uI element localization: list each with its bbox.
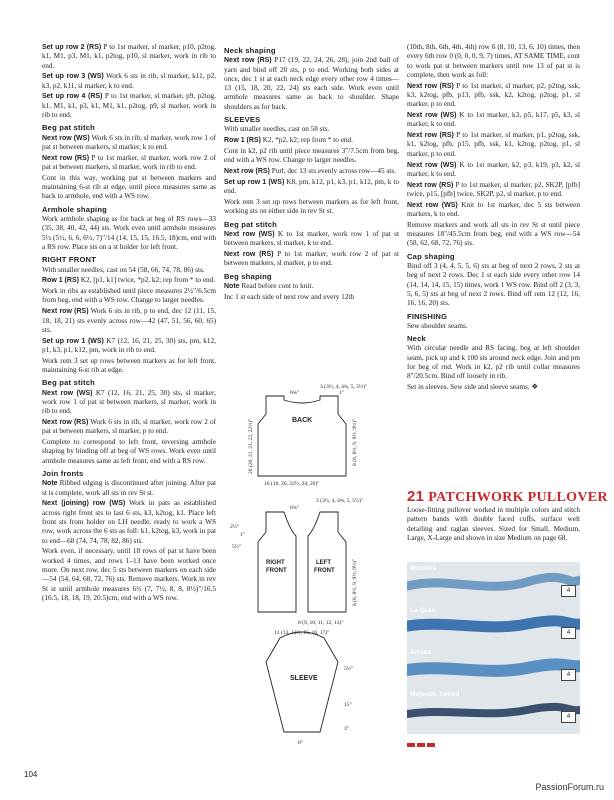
paragraph-text: Work rem 3 set up rows between markers as for left front, maintaining 6-st rib at edge.	[42, 356, 216, 374]
page-number: 104	[24, 770, 38, 779]
fronts-neck-side: 1"	[240, 532, 245, 538]
yarn-swatch-ariosa	[407, 648, 580, 686]
paragraph	[42, 438, 216, 466]
row-label: Next row (WS)	[42, 134, 90, 142]
paragraph	[407, 131, 580, 159]
row-label: Next row (RS)	[42, 308, 89, 316]
row-label: Next row (RS)	[407, 181, 454, 189]
paragraph-text: Bind off 3 (4, 4, 5, 5, 6) sts at beg of next 2 rows, 2 sts at beg of next 2 rows. Dec 1 st each side every other row 14 (14, 14, 14, 15, 15) times, work 1 WS row. Bind off 2 (3, 3, 5, 6, 5) sts at beg of next 2 rows. Bind off rem 12 (12, 16, 16, 16, 20) sts.	[407, 262, 580, 308]
yarn-swatch-montera	[407, 564, 580, 602]
pattern-title	[407, 488, 608, 506]
back-label: BACK	[292, 417, 313, 424]
column-2	[224, 43, 399, 303]
paragraph-text: K to 1st marker, k2, p3, k19, p3, k2, sl marker, k to end.	[407, 160, 580, 178]
yarn-name: Majestic Tweed	[410, 691, 460, 698]
paragraph	[224, 250, 399, 269]
back-schematic	[258, 396, 346, 476]
paragraph	[224, 136, 399, 145]
schematic-diagrams	[220, 380, 400, 760]
row-label: Set up row 4 (RS)	[42, 93, 103, 101]
section-heading: Neck shaping	[224, 46, 276, 55]
yarn-swatch-majestic-tweed	[407, 690, 580, 728]
paragraph	[224, 178, 399, 197]
paragraph-text: K2, [p1, k1] twice, *p2, k2; rep from * to end.	[78, 276, 216, 285]
yarn-swatch-la-gran	[407, 606, 580, 644]
paragraph	[42, 276, 216, 285]
left-front-label-1: LEFT	[316, 560, 331, 566]
paragraph	[42, 174, 216, 202]
paragraph	[407, 43, 580, 80]
paragraph	[407, 82, 580, 110]
sleeve-label: SLEEVE	[290, 675, 318, 682]
paragraph-text: Remove markers and work all sts in rev St st until piece measures 18"/45.5cm from beg, end with a WS row—54 (58, 62, 68, 72, 76) sts.	[407, 220, 580, 248]
row-label: Next row (RS)	[407, 82, 454, 90]
row-label: Next row (RS)	[224, 250, 274, 258]
paragraph	[407, 221, 580, 249]
paragraph-text: Read before cont to knit.	[239, 281, 314, 290]
section-heading: Cap shaping	[407, 251, 455, 261]
paragraph-text: Work armhole shaping as for back at beg of RS rows—33 (35, 38, 40, 42, 44) sts. Work even until armhole measures 5½ (5½, 6, 6, 6½, 7)"/14 (14, 15, 15, 16.5, 18)cm, end with a RS row. Place sts on a st holder for left front.	[42, 215, 216, 251]
paragraph-text: P to 1st marker, sl marker, p2, p2tog, ssk, k3, k2tog, pfb, p13, pfb, ssk, k2, k2tog, p2tog, p1, sl marker, p to end.	[407, 81, 580, 109]
section-heading: RIGHT FRONT	[42, 255, 97, 265]
paragraph-text: K to 1st marker, k3, p5, k17, p5, k3, sl marker, k to end.	[407, 111, 580, 129]
paragraph	[42, 215, 216, 252]
back-neck-depth: 1"	[339, 390, 344, 396]
paragraph-text: Ribbed edging is discontinued after joining. After pat st is complete, work all sts in rev St st.	[42, 479, 216, 497]
paragraph-text: (10th, 8th, 6th, 4th, 4th) row 6 (8, 10, 13, 6, 10) times, then every 6th row 0 (0, 0, 0, 9, 7) times, AT SAME TIME, cont to work pat st between markers until row 13 of pat st is complete, then work as foll:	[407, 43, 580, 79]
column-3	[407, 43, 580, 394]
paragraph-text: Complete to correspond to left front, reversing armhole shaping by binding off at beg of WS rows. Work even until armhole measures same as left front, end with a RS row.	[42, 438, 216, 465]
paragraph	[42, 418, 216, 437]
section-heading: SLEEVES	[224, 115, 261, 125]
row-label: Next (joining) row (WS)	[42, 500, 126, 508]
paragraph-text: Work 6 sts in rib, sl marker, work row 1 of pat st between markers, sl marker, k to end.	[42, 133, 217, 151]
decorative-dashes	[407, 742, 443, 748]
paragraph-text: P to 1st marker, sl marker, p10, p2tog, k1, M1, p3, M1, k1, p2tog, p10, sl marker, work in rib to end.	[42, 43, 216, 70]
sleeve-length: 15"	[344, 702, 352, 708]
yarn-name: La Gran	[410, 607, 436, 614]
paragraph-text: Work rem 3 set up rows between markers as for left front, working sts on either side in rev St st.	[224, 197, 399, 216]
paragraph-text: K2, *p2, k2; rep from * to end.	[260, 136, 353, 145]
paragraph-text: Work in ribs as established until piece measures 2½"/6.5cm from beg, end with a WS row. Change to larger needles.	[42, 287, 216, 305]
paragraph-text: P to 1st marker, sl marker, p2, SK2P, [pfb] twice, p15, [pfb] twice, SK2P, p2, sl marker, p to end.	[407, 180, 580, 198]
row-label: Set up row 3 (WS)	[42, 73, 104, 81]
paragraph	[42, 479, 216, 498]
back-neck-width: 6¾"	[290, 390, 300, 396]
right-front-label-2: FRONT	[266, 568, 287, 574]
sleeve-schematic	[266, 632, 338, 732]
back-length: 20 (20, 21, 21, 22, 22½)"	[248, 418, 254, 474]
section-heading: Neck	[407, 334, 426, 344]
column-1	[42, 43, 216, 605]
paragraph	[42, 389, 216, 417]
paragraph	[224, 230, 399, 249]
paragraph	[407, 322, 580, 331]
section-heading: Beg pat stitch	[224, 219, 278, 229]
paragraph-text: P17 (19, 22, 24, 26, 28), join 2nd ball of yarn and bind off 20 sts, p to end. Working both sides at once, dec 1 st at each neck edge every other row 4 times—13 (15, 18, 20, 22, 24) sts each side. Work even until armhole measures same as back to shoulder. Shape shoulders as for back.	[224, 56, 399, 111]
row-label: Next row (RS)	[407, 132, 454, 140]
row-label: Next row (RS)	[42, 418, 89, 426]
row-label: Next row (RS)	[224, 57, 272, 65]
sleeve-cap-width: 12 (13, 13½, 15, 16, 17)"	[274, 630, 330, 636]
paragraph	[224, 198, 399, 217]
paragraph-text: Work 6 sts in rib, sl marker, work row 2 of pat st between markers, sl marker, p to end.	[42, 417, 216, 436]
paragraph	[407, 383, 580, 392]
yarn-strand-icon	[407, 648, 580, 686]
watermark: PassionForum.ru	[535, 782, 604, 792]
paragraph	[42, 287, 216, 306]
paragraph	[42, 266, 216, 275]
yarn-weight-badge: 4	[561, 627, 576, 639]
yarn-weight-badge: 4	[561, 711, 576, 723]
row-label: Row 1 (RS)	[224, 137, 261, 145]
paragraph	[407, 344, 580, 381]
paragraph	[42, 134, 216, 153]
paragraph-text: Cont in this way, working pat st between markers and maintaining 6-st rib at edge, until piece measures same as back to armhole, end with a WS row.	[42, 173, 216, 201]
paragraph-text: Purl, dec 13 sts evenly across row—45 sts.	[269, 167, 396, 176]
paragraph	[224, 147, 399, 166]
left-front-label-2: FRONT	[314, 568, 335, 574]
paragraph-text: Set in sleeves. Sew side and sleeve seams. ❖	[407, 383, 538, 392]
paragraph	[42, 547, 216, 603]
paragraph-text: P to 1st marker, work row 2 of pat st between markers, sl marker, p to end.	[224, 249, 399, 268]
paragraph	[42, 72, 216, 91]
yarn-weight-badge: 4	[561, 669, 576, 681]
row-label: Next row (WS)	[42, 389, 93, 397]
paragraph-text: Work even, if necessary, until 18 rows of pat st have been worked 4 times, and rows 1–13 have been worked once more. On next row, dec 5 sts between markers on each side—54 (54, 64, 68, 72, 76) sts. Remove markers. Work in rev St st until armhole measures 6½ (7, 7½, 8, 8, 8½)"/16.5 (16.5, 18, 18, 19, 20.5)cm, end with a WS row.	[42, 547, 216, 602]
section-heading: Beg pat stitch	[42, 123, 96, 133]
section-heading: Beg pat stitch	[42, 378, 96, 388]
paragraph-text: With circular needle and RS facing, beg at left shoulder seam, pick up and k 100 sts around neck edge. Join and pm for beg of rnd. Work in k2, p2 rib until collar measures 8"/20.5cm. Bind off loosely in rib.	[407, 344, 580, 381]
row-label: Row 1 (RS)	[42, 277, 79, 285]
section-heading: FINISHING	[407, 311, 448, 321]
paragraph	[407, 111, 580, 130]
paragraph-text: Work 6 sts in rib, p to end, dec 12 (11, 15, 18, 18, 21) sts evenly across row—42 (47, 51, 56, 60, 65) sts.	[42, 307, 216, 334]
paragraph	[42, 357, 216, 376]
paragraph	[224, 56, 399, 112]
row-label: Note	[42, 480, 58, 488]
back-armhole: 8 (8, 8½, 9, 9½, 9½)"	[352, 418, 358, 466]
paragraph	[407, 201, 580, 220]
paragraph-text: P to 1st marker, sl marker, p1, p2tog, ssk, k1, k2tog, pfb, p15, pfb, ssk, k1, k2tog, p2tog, p1, sl marker, p to end.	[407, 131, 580, 158]
row-label: Set up row 1 (WS)	[42, 337, 104, 345]
sleeve-cuff-width: 8"	[298, 740, 303, 746]
pattern-number: 21	[407, 488, 425, 505]
paragraph-text: K8, pm, k12, p1, k3, p1, k12, pm, k to end.	[224, 177, 400, 196]
fronts-mid: 5½"	[232, 544, 242, 550]
paragraph	[42, 154, 216, 173]
yarn-name: Montera	[410, 565, 437, 572]
paragraph-text: Sew shoulder seams.	[407, 321, 468, 330]
paragraph	[224, 293, 399, 302]
row-label: Next row (WS)	[407, 201, 458, 209]
fronts-top-width: 3 (3½, 4, 4¾, 5, 5½)"	[316, 498, 364, 504]
fronts-armhole: 8 (8, 8½, 9, 9½, 9½)"	[352, 558, 358, 606]
row-label: Next row (RS)	[42, 154, 90, 162]
row-label: Next row (WS)	[407, 112, 457, 120]
row-label: Next row (WS)	[224, 230, 275, 238]
paragraph-text: Knit to 1st marker, dec 5 sts between markers, k to end.	[407, 200, 580, 219]
row-label: Next row (WS)	[407, 161, 457, 169]
fronts-bottom-width: 8 (9, 10, 11, 12, 13)"	[298, 620, 344, 626]
paragraph-text: K7 (12, 16, 21, 25, 30) sts, sl marker, work row 1 of pat st between markers, sl marker, work in rib to end.	[42, 388, 216, 416]
paragraph-text: Inc 1 st each side of next row and every 12th	[224, 292, 355, 301]
pattern-name: PATCHWORK PULLOVER	[428, 490, 608, 505]
paragraph-text: Work 6 sts in rib, sl marker, k11, p2, k3, p2, k11, sl marker, k to end.	[42, 72, 217, 90]
fronts-neck-width: 6¾"	[290, 505, 300, 511]
section-heading: Join fronts	[42, 468, 84, 478]
row-label: Next row (RS)	[224, 168, 270, 176]
paragraph-text: P to 1st marker, sl marker, work row 2 of pat st between markers, sl marker, work in rib to end.	[42, 153, 216, 172]
sleeve-cuff: 3"	[344, 726, 349, 732]
paragraph	[42, 307, 216, 335]
yarn-weight-badge: 4	[561, 585, 576, 597]
paragraph	[407, 181, 580, 200]
paragraph-text: K7 (12, 16, 21, 25, 30) sts, pm, k12, p1, k3, p1, k12, pm, work in rib to end.	[42, 336, 216, 354]
row-label: Note	[224, 282, 240, 290]
sleeve-cap-depth: 5½"	[344, 666, 354, 672]
right-front-label-1: RIGHT	[266, 560, 285, 566]
paragraph	[407, 161, 580, 180]
paragraph-text: With smaller needles, cast on 58 sts.	[224, 125, 330, 134]
paragraph-text: K to 1st marker, work row 1 of pat st between markers, sl marker, k to end.	[224, 229, 399, 248]
row-label: Set up row 1 (WS)	[224, 178, 285, 186]
paragraph-text: Work in pats as established across right front sts to last 6 sts, k3, k2tog, k1. Place left front sts from holder on LH needle, ready to work a WS row, work across the 6 sts as foll: k1, k2tog, k3, work in pat to end—68 (74, 74, 78, 82, 86) sts.	[42, 499, 216, 545]
section-heading: Beg shaping	[224, 271, 272, 281]
yarn-name: Ariosa	[410, 649, 432, 656]
paragraph	[224, 167, 399, 176]
row-label: Set up row 2 (RS)	[42, 44, 102, 51]
paragraph	[407, 262, 580, 308]
paragraph-text: Cont in k2, p2 rib until piece measures 3"/7.5cm from beg, end with a WS row. Change to larger needles.	[224, 146, 399, 165]
section-heading: Armhole shaping	[42, 204, 108, 214]
paragraph	[224, 282, 399, 291]
paragraph	[42, 499, 216, 545]
pattern-description: Loose-fitting pullover worked in multiple colors and stitch pattern bands with double faced cuffs, surface welt detailing and raglan sleeves. Sized for Small, Medium, Large, X-Large and shown in size Medium on page 68.	[407, 506, 580, 542]
back-bottom-width: 16 (18, 20, 22½, 24, 26)"	[264, 481, 320, 487]
yarn-swatches	[407, 562, 580, 734]
paragraph	[42, 43, 216, 71]
paragraph	[42, 92, 216, 120]
back-top-width: 3 (3½, 4, 4¾, 5, 5½)"	[320, 384, 368, 390]
fronts-neck-depth: 2½"	[230, 524, 240, 530]
paragraph-text: With smaller needles, cast on 54 (58, 66, 74, 78, 86) sts.	[42, 265, 205, 274]
paragraph	[42, 337, 216, 356]
paragraph-text: P to 1st marker, sl marker, p9, p2tog, k1, M1, k1, p3, k1, M1, k1, p2tog, p9, sl marker, work in rib to end.	[42, 92, 216, 120]
paragraph	[224, 125, 399, 134]
